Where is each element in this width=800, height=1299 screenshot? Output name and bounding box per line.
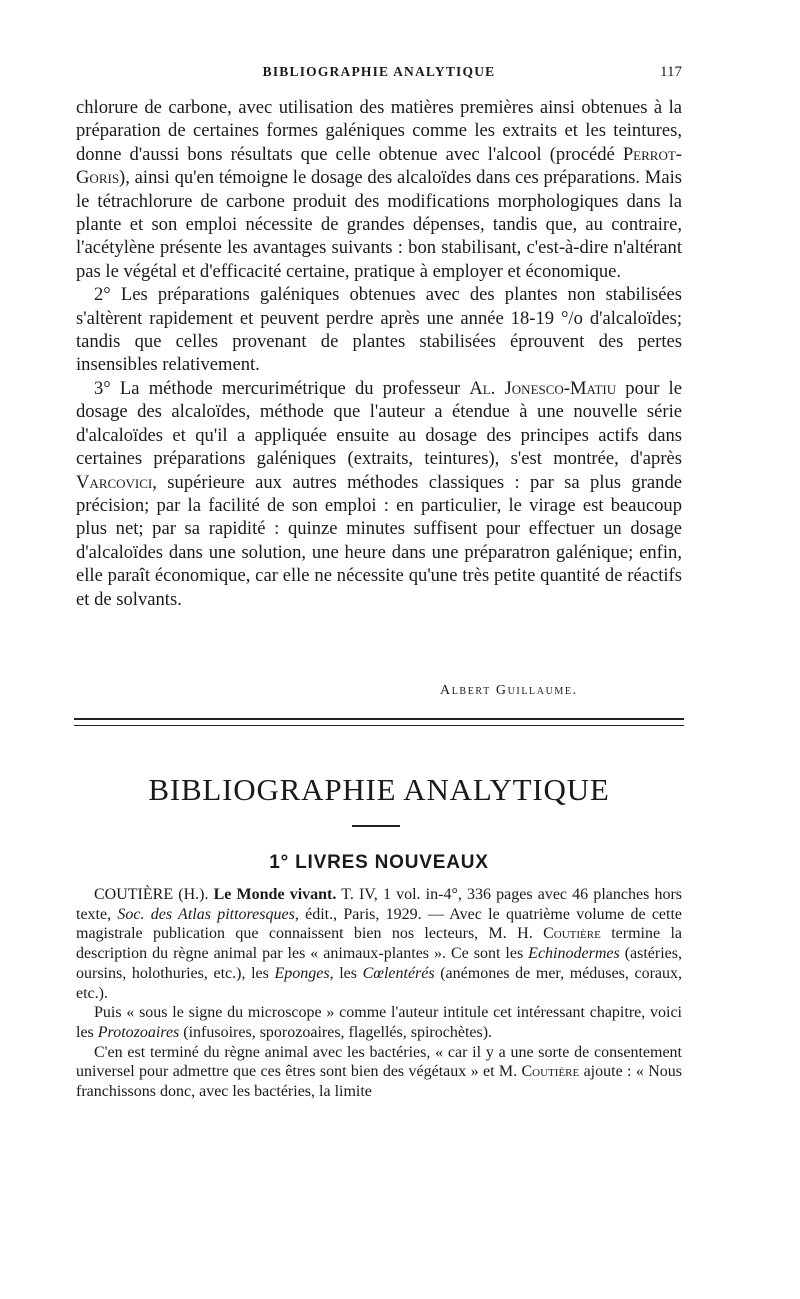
- paragraph-2: 2° Les préparations galéniques obtenues avec des plantes non stabilisées s'altèrent rapidement et peuvent perdre après une année 18-19 °/o d'alcaloïdes; tandis que celles provenant de plantes stabilisées éprouvent des pertes insensibles relativement.: [76, 284, 682, 376]
- double-rule-divider: [74, 718, 684, 726]
- page-number: 117: [660, 64, 682, 80]
- running-header: [76, 64, 682, 86]
- article-conclusion: [76, 96, 682, 611]
- section-subtitle: 1° LIVRES NOUVEAUX: [269, 852, 489, 873]
- author-signature: Albert Guillaume.: [440, 683, 578, 698]
- review-paragraph-2: Puis « sous le signe du microscope » comme l'auteur intitule cet intéressant chapitre, voici les Protozoaires (infusoires, sporozoaires, flagellés, spirochètes).: [76, 1004, 682, 1041]
- review-paragraph-1: COUTIÈRE (H.). Le Monde vivant. T. IV, 1 vol. in-4°, 336 pages avec 46 planches hors texte, Soc. des Atlas pittoresques, édit., Paris, 1929. — Avec le quatrième volume de cette magistrale publication que connaissent bien nos lecteurs, M. H. Coutière termine la description du règne animal par les « animaux-plantes ». Ce sont les Echinodermes (astéries, oursins, holothuries, etc.), les Eponges, les Cœlentérés (anémones de mer, méduses, coraux, etc.).: [76, 886, 683, 1002]
- paragraph-1: chlorure de carbone, avec utilisation des matières premières ainsi obtenues à la préparation de certaines formes galéniques comme les extraits et les teintures, donne d'aussi bons résultats que celle obtenue avec l'alcool (procédé Perrot-Goris), ainsi qu'en témoigne le dosage des alcaloïdes dans ces préparations. Mais le tétrachlorure de carbone produit des modifications morphologiques dans la plante et son emploi nécessite de grandes dépenses, tandis que, au contraire, l'acétylène présente les avantages suivants : bon stabilisant, c'est-à-dire n'altérant pas le végétal et d'efficacité certaine, pratique à employer et économique.: [76, 97, 682, 282]
- paragraph-3: 3° La méthode mercurimétrique du professeur Al. Jonesco-Matiu pour le dosage des alcaloïdes, méthode que l'auteur a étendue à une nouvelle série d'alcaloïdes et qu'il a appliquée ensuite au dosage des principes actifs dans certaines préparations galéniques (extraits, teintures), s'est montrée, d'après Varcovici, supérieure aux autres méthodes classiques : par sa plus grande précision; par la facilité de son emploi : en particulier, le virage est beaucoup plus net; par sa rapidité : quinze minutes suffisent pour effectuer un dosage d'alcaloïdes dans une solution, une heure dans une préparatron galénique; enfin, elle paraît économique, car elle ne nécessite qu'une très petite quantité de réactifs et de solvants.: [76, 377, 682, 610]
- section-title: BIBLIOGRAPHIE ANALYTIQUE: [148, 772, 610, 807]
- book-review: [76, 885, 682, 1102]
- review-paragraph-3: C'en est terminé du règne animal avec les bactéries, « car il y a une sorte de consentement universel pour admettre que ces êtres sont bien des végétaux » et M. Coutière ajoute : « Nous franchissons donc, avec les bactéries, la limite: [76, 1043, 682, 1101]
- running-title: BIBLIOGRAPHIE ANALYTIQUE: [262, 64, 496, 79]
- short-rule: [352, 825, 400, 827]
